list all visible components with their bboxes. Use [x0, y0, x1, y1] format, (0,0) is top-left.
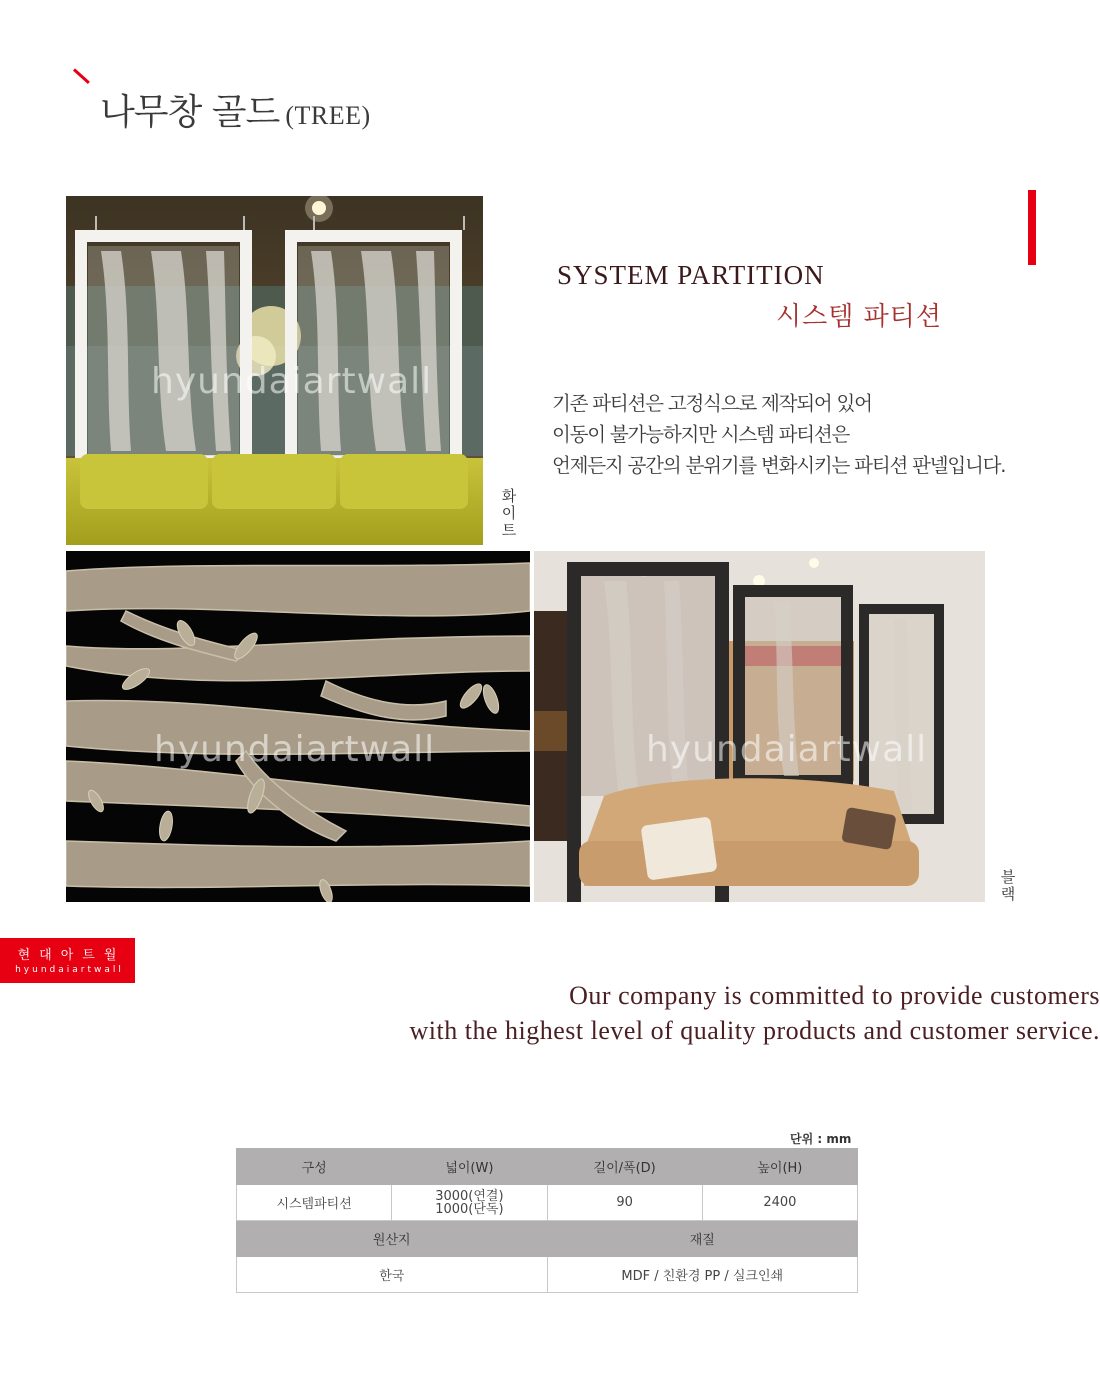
page-title-sub: (TREE)	[285, 101, 371, 130]
description-line: 이동이 불가능하지만 시스템 파티션은	[552, 423, 850, 446]
cell-material: MDF / 친환경 PP / 실크인쇄	[547, 1257, 858, 1293]
cell-width-line: 1000(단독)	[435, 1201, 504, 1217]
watermark: hyundaiartwall	[151, 361, 433, 402]
header-origin: 원산지	[237, 1221, 548, 1257]
brand-badge	[0, 938, 135, 983]
description-line: 언제든지 공간의 분위기를 변화시키는 파티션 판넬입니다.	[552, 454, 1006, 477]
slogan	[410, 978, 1100, 1048]
header-width: 넓이(W)	[392, 1149, 547, 1185]
spec-header-row	[237, 1221, 858, 1257]
header-depth: 길이/폭(D)	[547, 1149, 702, 1185]
slogan-line-1: Our company is committed to provide customers	[569, 981, 1100, 1010]
header-material: 재질	[547, 1221, 858, 1257]
brand-name-en: hyundaiartwall	[15, 965, 124, 975]
brand-name-ko: 현대아트월	[17, 948, 126, 963]
photo-black-partition	[534, 551, 985, 902]
unit-label: 단위 : mm	[790, 1132, 852, 1146]
spec-table	[236, 1148, 858, 1293]
black-partition-illustration	[534, 551, 985, 902]
cell-height: 2400	[702, 1185, 857, 1221]
slogan-line-2: with the highest level of quality products and customer service.	[409, 1016, 1100, 1045]
cell-origin: 한국	[237, 1257, 548, 1293]
watermark: hyundaiartwall	[154, 729, 436, 770]
cell-depth: 90	[547, 1185, 702, 1221]
photo-white-partition	[66, 196, 483, 545]
cell-composition: 시스템파티션	[237, 1185, 392, 1221]
red-accent-bar	[1028, 190, 1036, 265]
header-composition: 구성	[237, 1149, 392, 1185]
description-line: 기존 파티션은 고정식으로 제작되어 있어	[552, 392, 872, 415]
heading-en: SYSTEM PARTITION	[557, 260, 825, 290]
spec-data-row	[237, 1257, 858, 1293]
branch-pattern-illustration	[66, 551, 530, 902]
spec-header-row	[237, 1149, 858, 1185]
cell-width	[392, 1185, 547, 1221]
photo-pattern-detail	[66, 551, 530, 902]
cell-width-line: 3000(연결)	[435, 1188, 504, 1204]
color-label-white: 화이트	[501, 487, 517, 539]
accent-slash	[73, 68, 90, 84]
page-title	[100, 84, 371, 135]
header-height: 높이(H)	[702, 1149, 857, 1185]
watermark: hyundaiartwall	[646, 729, 928, 770]
page-title-main: 나무창 골드	[100, 92, 280, 133]
color-label-black: 블랙	[1000, 868, 1016, 903]
description	[552, 388, 1005, 481]
spec-data-row	[237, 1185, 858, 1221]
heading-ko: 시스템 파티션	[776, 302, 942, 332]
